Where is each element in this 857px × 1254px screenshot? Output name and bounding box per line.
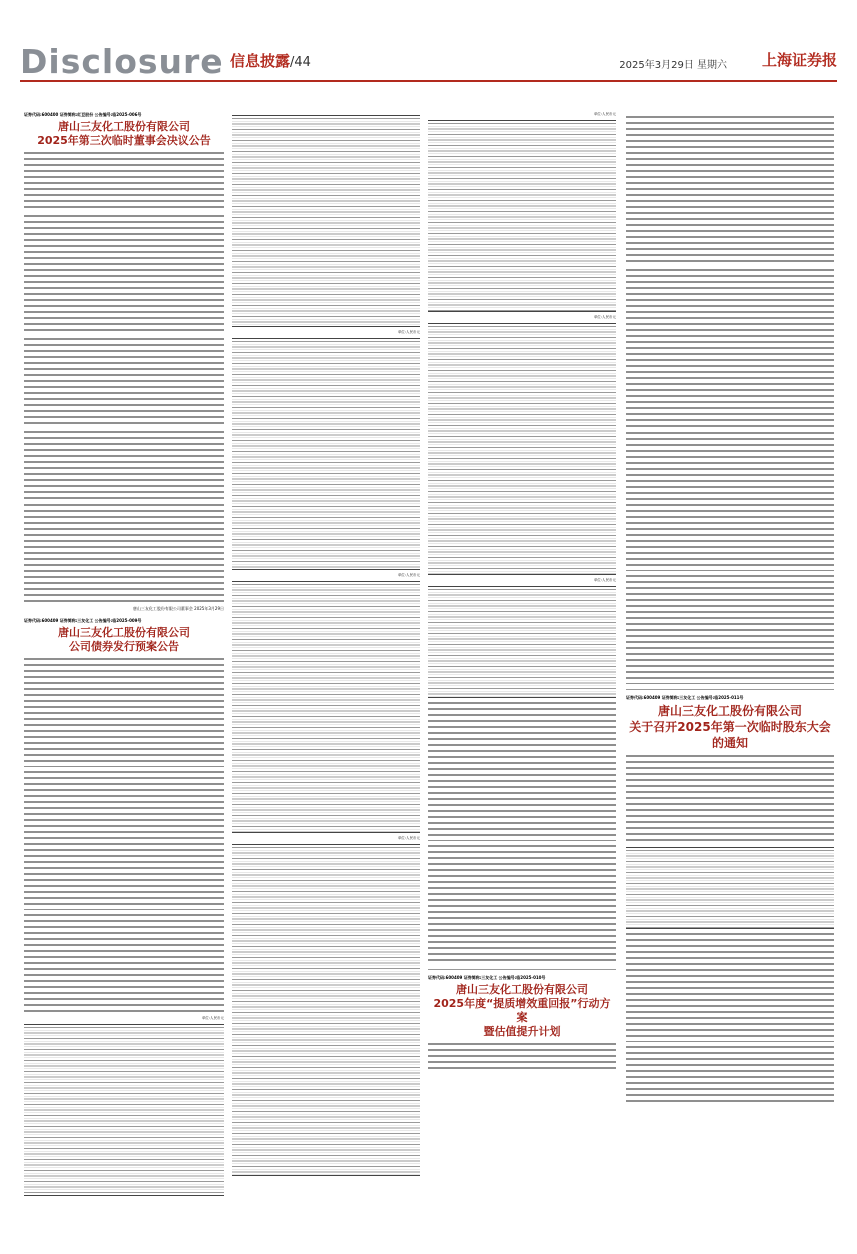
body-text — [626, 431, 834, 571]
notice-code-line: 证券代码:600409 证券简称:三友化工 公告编号:临2025-009号 — [24, 618, 142, 623]
newspaper-logo: 上海证券报 — [761, 51, 837, 69]
notice-signature: 唐山三友化工股份有限公司董事会 2025年3月29日 — [132, 606, 224, 611]
body-text — [428, 1042, 616, 1072]
notice-board-resolution — [24, 112, 224, 612]
table-unit: 单位:人民币元 — [397, 573, 420, 577]
body-text — [626, 932, 834, 1042]
body-text — [24, 657, 224, 767]
notice-company: 唐山三友化工股份有限公司 — [58, 120, 190, 133]
masthead — [20, 44, 837, 82]
table-unit: 单位:人民币元 — [593, 578, 616, 582]
table-unit: 单位:人民币元 — [397, 330, 420, 334]
divider — [428, 969, 616, 970]
table-rows — [428, 324, 616, 575]
issue-date: 2025年3月29日 星期六 — [619, 60, 727, 71]
table-rows — [428, 121, 616, 312]
body-text — [428, 701, 616, 841]
notice-code-line: 证券代码:600409 证券简称:三友化工 公告编号:临2025-010号 — [428, 975, 546, 980]
notice-code-line: 证券代码:600409 证券简称:三友化工 公告编号:临2025-011号 — [626, 695, 744, 700]
column-1 — [24, 112, 224, 1232]
financial-table — [232, 581, 420, 833]
table-rows — [428, 587, 616, 698]
page-number: /44 — [290, 55, 311, 70]
body-text — [428, 844, 616, 964]
table-rows — [232, 845, 420, 1176]
column-4 — [626, 112, 834, 1232]
table-unit: 单位:人民币元 — [593, 112, 616, 116]
notice-bond-issuance — [24, 618, 224, 1196]
body-text — [24, 913, 224, 1013]
financial-table — [232, 115, 420, 327]
body-text — [24, 151, 224, 211]
notice-shareholder-meeting — [626, 695, 834, 1105]
column-3 — [428, 112, 616, 1232]
financial-table — [232, 844, 420, 1176]
agenda-table — [626, 847, 834, 929]
notice-action-plan — [428, 975, 616, 1072]
notice-company: 唐山三友化工股份有限公司 — [58, 626, 190, 639]
table-rows — [232, 582, 420, 833]
financial-table — [428, 120, 616, 312]
section-name: 信息披露 — [230, 52, 291, 70]
notice-title: 2025年度“提质增效重回报”行动方案 — [433, 997, 611, 1024]
body-text — [626, 1045, 834, 1105]
section-title — [230, 50, 311, 71]
notice-title-line-3: 暨估值提升计划 — [483, 1025, 561, 1038]
body-text — [626, 268, 834, 428]
notice-company: 唐山三友化工股份有限公司 — [657, 704, 802, 718]
brand-logo: Disclosure — [20, 42, 224, 81]
table-rows — [232, 339, 420, 570]
financial-table — [24, 1024, 224, 1196]
body-text — [626, 754, 834, 844]
body-text — [24, 214, 224, 334]
body-text — [24, 503, 224, 603]
table-unit: 单位:人民币元 — [201, 1016, 224, 1020]
table-rows — [626, 848, 834, 929]
table-rows — [232, 116, 420, 327]
notice-title: 公司债券发行预案公告 — [69, 640, 179, 653]
body-text — [626, 574, 834, 684]
financial-table — [232, 338, 420, 570]
notice-title: 关于召开2025年第一次临时股东大会的通知 — [629, 720, 831, 750]
column-2 — [232, 112, 420, 1232]
body-text — [24, 770, 224, 910]
table-rows — [24, 1025, 224, 1196]
body-text — [24, 430, 224, 500]
table-unit: 单位:人民币元 — [397, 836, 420, 840]
table-unit: 单位:人民币元 — [593, 315, 616, 319]
body-text — [24, 337, 224, 427]
notice-company: 唐山三友化工股份有限公司 — [456, 983, 588, 996]
notice-code-line: 证券代码:600400 证券简称:红豆股份 公告编号:临2025-006号 — [24, 112, 142, 117]
notice-title: 2025年第三次临时董事会决议公告 — [37, 134, 211, 147]
financial-table — [428, 586, 616, 698]
financial-table — [428, 323, 616, 575]
body-text — [626, 115, 834, 265]
divider — [626, 689, 834, 690]
